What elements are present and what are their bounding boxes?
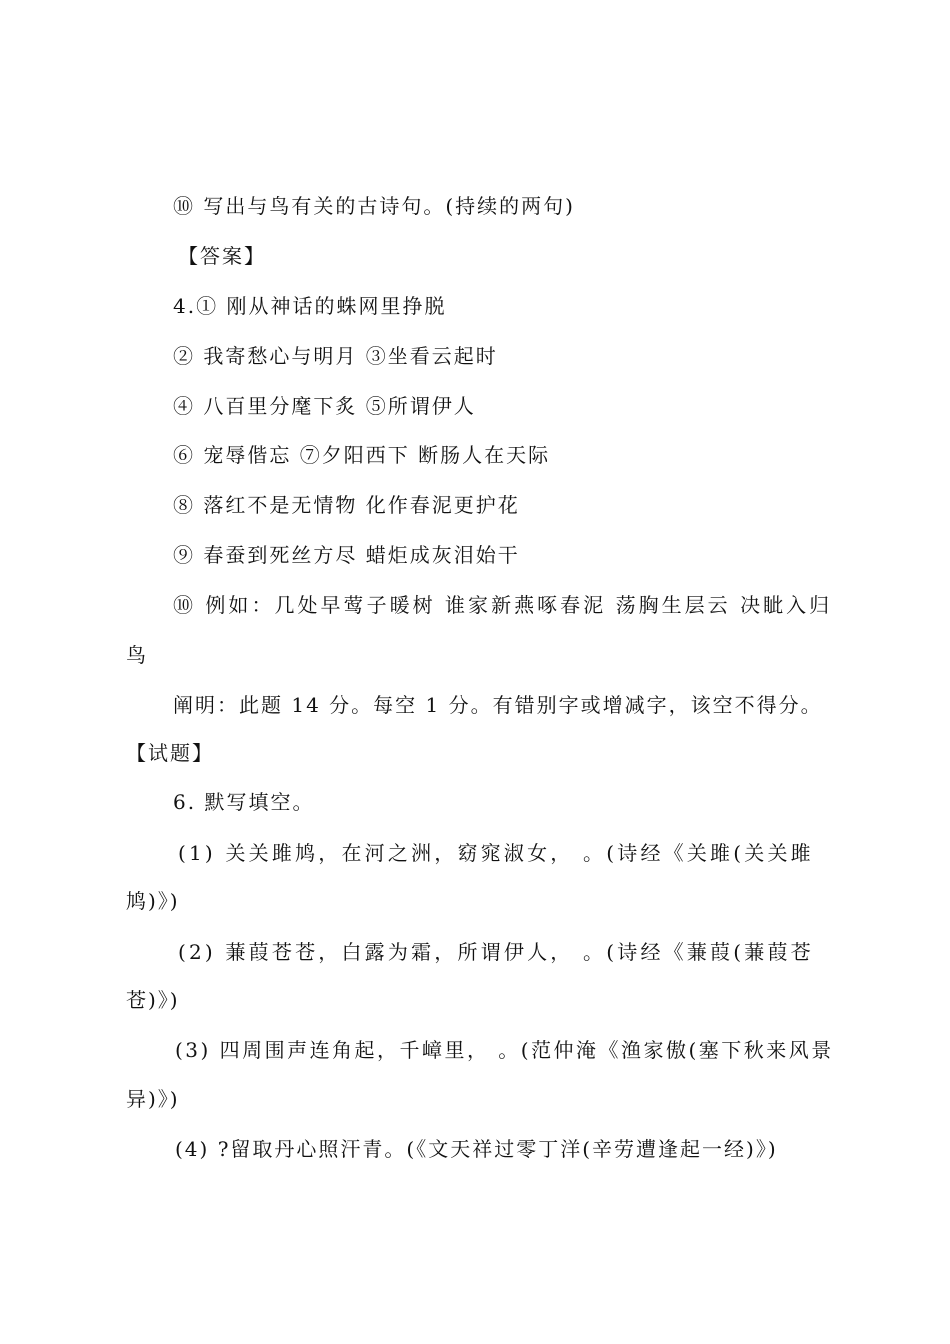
fill-item-line-1: (4) ?留取丹心照汗青。(《文天祥过零丁洋(辛劳遭逢起一经)》) <box>175 1137 778 1161</box>
question-heading: 【试题】 <box>126 741 214 765</box>
answer-line: ⑨ 春蚕到死丝方尽 蜡炬成灰泪始干 <box>173 543 520 567</box>
answer-line: 4.① 刚从神话的蛛网里挣脱 <box>173 294 447 318</box>
answer-line: ⑥ 宠辱偕忘 ⑦夕阳西下 断肠人在天际 <box>173 443 551 467</box>
answer-line: ⑧ 落红不是无情物 化作春泥更护花 <box>173 493 520 517</box>
fill-item-line-2: 异)》) <box>126 1087 180 1111</box>
fill-item-line-2: 鸠)》) <box>126 889 180 913</box>
answer-heading: 【答案】 <box>178 244 266 268</box>
question-6-title: 6. 默写填空。 <box>173 790 315 814</box>
fill-item-line-1: (1) 关关雎鸠，在河之洲，窈窕淑女， 。(诗经《关雎(关关雎 <box>178 841 814 865</box>
answer-line: ④ 八百里分麾下炙 ⑤所谓伊人 <box>173 394 476 418</box>
answer-line: ② 我寄愁心与明月 ③坐看云起时 <box>173 344 498 368</box>
fill-item-line-1: (2) 蒹葭苍苍，白露为霜，所谓伊人， 。(诗经《蒹葭(蒹葭苍 <box>178 940 814 964</box>
answer-10-line-2: 鸟 <box>126 643 148 667</box>
explanation: 阐明：此题 14 分。每空 1 分。有错别字或增减字，该空不得分。 <box>173 693 823 717</box>
answer-10-line-1: ⑩ 例如：几处早莺子暖树 谁家新燕啄春泥 荡胸生层云 决眦入归 <box>173 593 833 617</box>
question-10-prompt: ⑩ 写出与鸟有关的古诗句。(持续的两句) <box>173 194 575 218</box>
fill-item-line-2: 苍)》) <box>126 988 180 1012</box>
fill-item-line-1: (3) 四周围声连角起，千嶂里， 。(范仲淹《渔家傲(塞下秋来风景 <box>175 1038 834 1062</box>
